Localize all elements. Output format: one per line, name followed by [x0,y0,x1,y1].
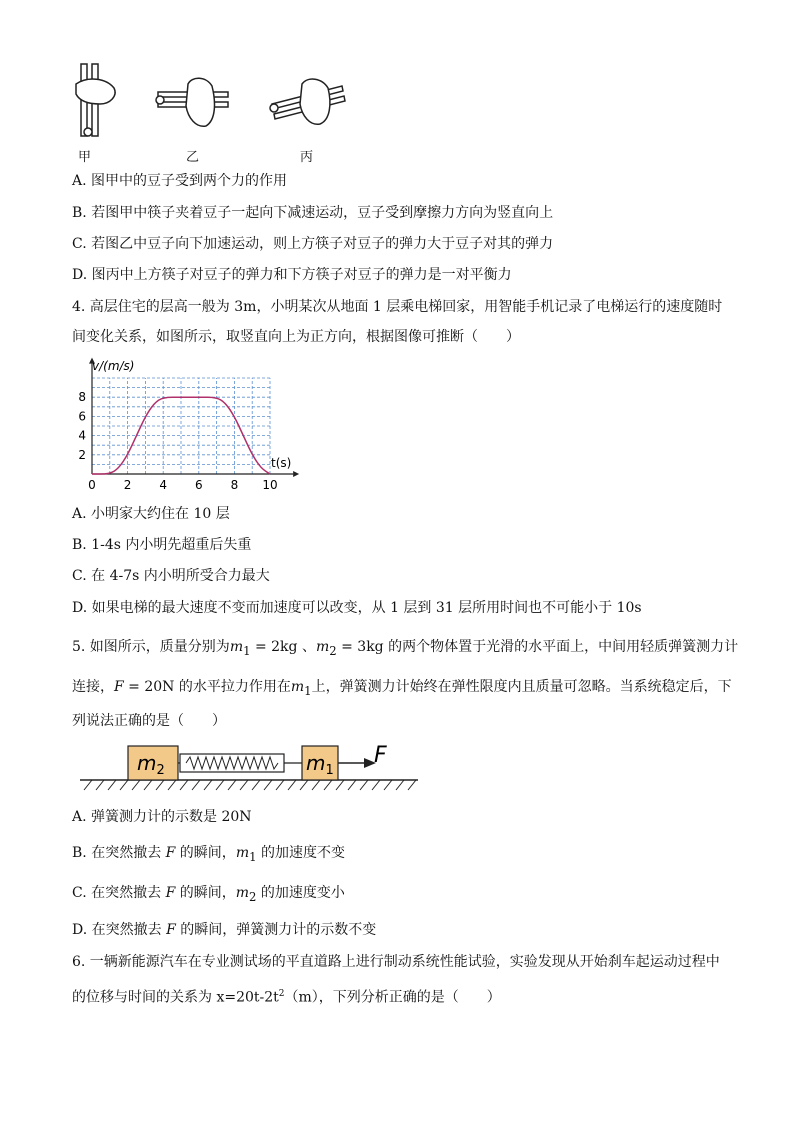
y-tick-label: 2 [78,447,86,462]
y-tick-label: 4 [78,428,86,443]
chopsticks-tilted-drawing [270,79,345,124]
spring-blocks-figure [76,742,426,798]
velocity-time-chart [70,354,300,494]
q4-stem-line2: 间变化关系，如图所示，取竖直向上为正方向，根据图像可推断（ ） [72,329,520,345]
chopsticks-horizontal-drawing [156,78,228,126]
x-tick-label: 8 [230,478,239,492]
q3-option-b: B. 若图甲中筷子夹着豆子一起向下减速运动，豆子受到摩擦力方向为竖直向上 [72,205,554,221]
force-label: F [374,743,387,768]
q5-option-c: C. 在突然撤去 F 的瞬间，$m_2$ 的加速度变小 [72,885,345,904]
q4-option-d: D. 如果电梯的最大速度不变而加速度可以改变，从 1 层到 31 层所用时间也不可能小于 10s [72,600,642,616]
q4-option-a: A. 小明家大约住在 10 层 [72,506,230,522]
q3-option-c: C. 若图乙中豆子向下加速运动，则上方筷子对豆子的弹力大于豆子对其的弹力 [72,236,554,252]
q5-stem-line2: 连接，F = 20N 的水平拉力作用在$m_1$上，弹簧测力计始终在弹性限度内且质量可忽略。当系统稳定后，下 [72,679,732,698]
y-tick-label: 6 [78,409,86,424]
q5-option-a: A. 弹簧测力计的示数是 20N [72,809,252,825]
q5-stem-line1: 5. 如图所示，质量分别为$m_1 = 2kg$ 、$m_2 = 3kg$ 的两个物体置于光滑的水平面上，中间用轻质弹簧测力计 [72,639,739,658]
q4-stem-line1: 4. 高层住宅的层高一般为 3m，小明某次从地面 1 层乘电梯回家，用智能手机记录了电梯运行的速度随时 [72,299,723,315]
q5-option-d: D. 在突然撤去 F 的瞬间，弹簧测力计的示数不变 [72,922,377,938]
y-tick-label: 8 [78,390,86,405]
q3-option-d: D. 图丙中上方筷子对豆子的弹力和下方筷子对豆子的弹力是一对平衡力 [72,267,512,283]
chopsticks-figure [66,62,356,140]
q5-option-b: B. 在突然撤去 F 的瞬间，$m_1$ 的加速度不变 [72,845,345,864]
q4-option-c: C. 在 4-7s 内小明所受合力最大 [72,568,270,584]
x-axis-label: t(s) [271,456,292,470]
q3-option-a: A. 图甲中的豆子受到两个力的作用 [72,173,288,189]
block-m2-label: $m_2$ [137,751,165,778]
x-tick-label: 6 [194,478,203,492]
figure-label-jia: 甲 [78,150,92,165]
x-tick-label: 0 [88,478,96,492]
figure-label-yi: 乙 [186,150,200,165]
block-m1-label: $m_1$ [306,751,334,778]
q5-stem-line3: 列说法正确的是（ ） [72,713,226,729]
y-axis-label: v/(m/s) [92,359,135,373]
q6-stem-line2: 的位移与时间的关系为 $x=20t-2t^2(m)$，下列分析正确的是（ ） [72,989,501,1006]
x-tick-label: 2 [123,478,132,492]
x-tick-label: 4 [159,478,168,492]
figure-label-bing: 丙 [300,150,314,165]
q6-stem-line1: 6. 一辆新能源汽车在专业测试场的平直道路上进行制动系统性能试验，实验发现从开始刹车起运动过程中 [72,954,720,970]
q4-option-b: B. 1-4s 内小明先超重后失重 [72,537,252,553]
x-axis-arrow [293,471,299,477]
chopsticks-vertical-drawing [76,64,115,136]
x-tick-label: 10 [262,478,278,492]
